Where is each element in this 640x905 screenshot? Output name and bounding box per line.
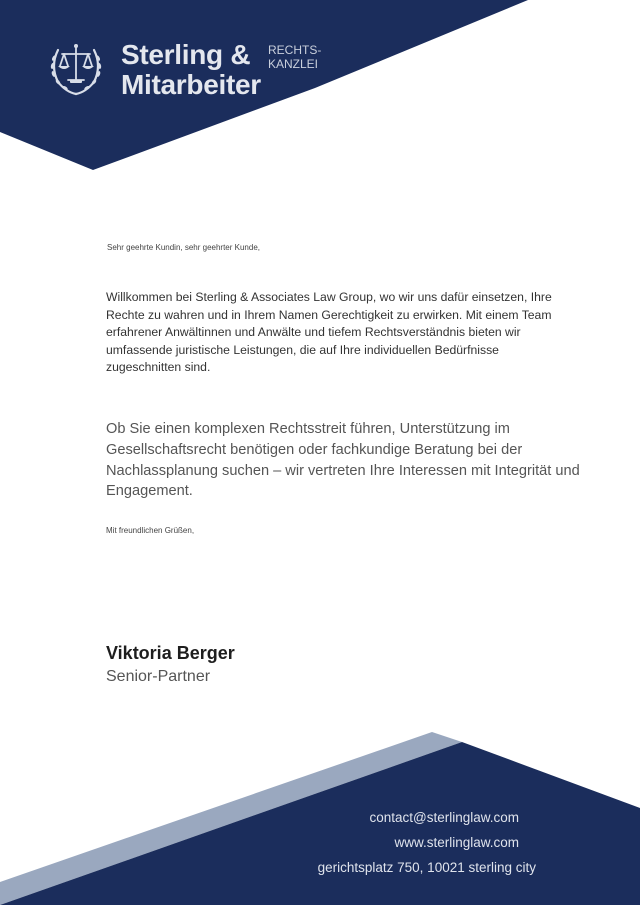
brand-tagline-line-1: RECHTS- (268, 43, 322, 57)
letter-closing: Mit freundlichen Grüßen, (106, 526, 195, 535)
letter-paragraph-2: Ob Sie einen komplexen Rechtsstreit führen, Unterstützung im Gesellschaftsrecht benötigen oder fachkundige Beratung bei der Nachlassplanung suchen – wir vertreten Ihre Interessen mit Integrität und Engagement. (106, 421, 580, 500)
scales-of-justice-laurel-icon (46, 38, 106, 98)
footer-website: www.sterlinglaw.com (394, 835, 519, 850)
signer-name: Viktoria Berger (106, 643, 235, 663)
signer-title: Senior-Partner (106, 668, 211, 685)
footer-address: gerichtsplatz 750, 10021 sterling city (317, 860, 536, 875)
brand-name (121, 40, 261, 100)
brand-name-line-1: Sterling & (121, 39, 251, 70)
brand-tagline-line-2: KANZLEI (268, 57, 319, 71)
letter-paragraph-1: Willkommen bei Sterling & Associates Law Group, wo wir uns dafür einsetzen, Ihre Rechte zu wahren und in Ihrem Namen Gerechtigkeit zu erwirken. Mit einem Team erfahrener Anwältinnen und Anwälte und tiefem Rechtsverständnis bieten wir umfassende juristische Leistungen, die auf Ihre individuellen Bedürfnisse zugeschnitten sind. (106, 290, 552, 375)
footer-email: contact@sterlinglaw.com (369, 810, 519, 825)
brand-name-line-2: Mitarbeiter (121, 69, 261, 100)
footer-navy-band (0, 742, 640, 905)
letter-salutation: Sehr geehrte Kundin, sehr geehrter Kunde, (107, 243, 260, 252)
brand-tagline (268, 43, 321, 71)
